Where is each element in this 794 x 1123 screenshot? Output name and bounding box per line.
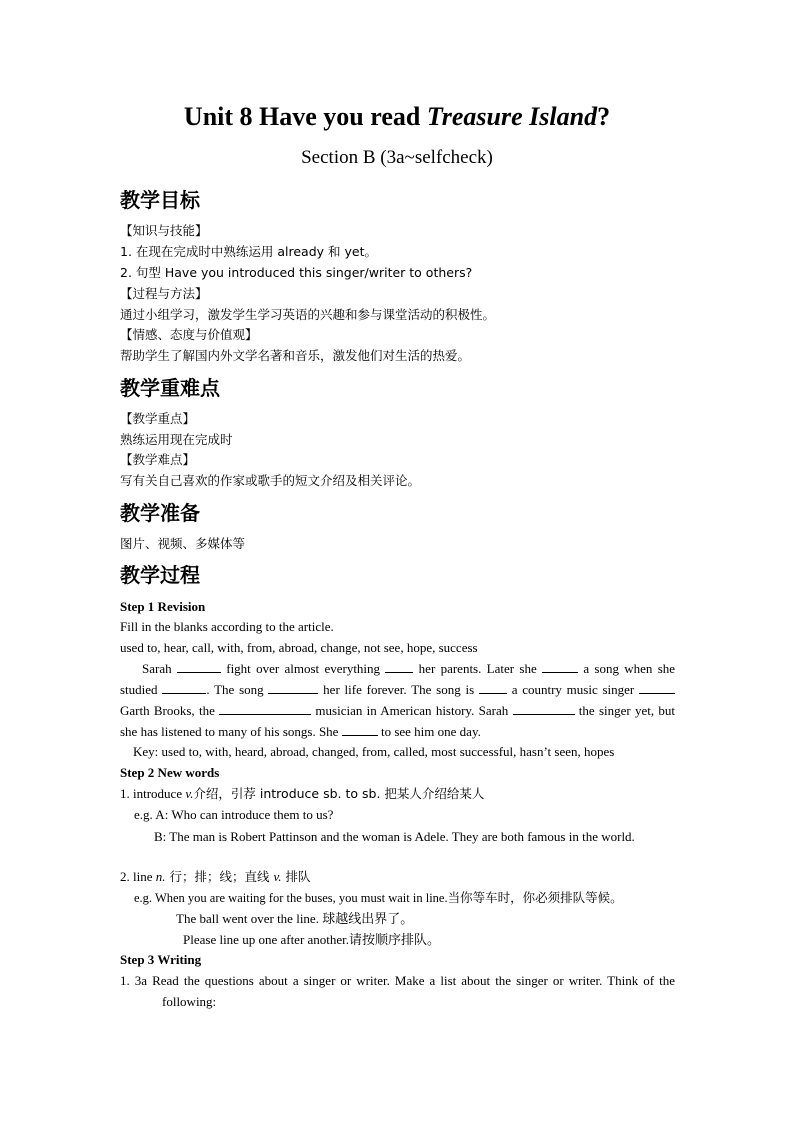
- step3-title: Step 3 Writing: [120, 952, 202, 967]
- line-example-2: The ball went over the line. 球越线出界了。: [176, 911, 414, 926]
- objectives-heading: 教学目标: [120, 188, 200, 212]
- passage-text: to see him one day.: [380, 724, 481, 739]
- passage-text: fight over almost everything: [226, 661, 381, 676]
- document-subtitle: Section B (3a~selfcheck): [301, 147, 493, 168]
- step1-passage: [120, 658, 675, 742]
- focus-text: 熟练运用现在完成时: [120, 432, 233, 447]
- part-of-speech: v.: [273, 869, 282, 884]
- title-book-name: Treasure Island: [426, 102, 598, 131]
- knowledge-label: 【知识与技能】: [120, 223, 208, 238]
- word-meaning: 介绍，引荐 introduce sb. to sb. 把某人介绍给某人: [193, 786, 485, 801]
- answer-blank[interactable]: [268, 681, 318, 694]
- passage-text: a song when she studied: [120, 661, 676, 697]
- step1-instruction: Fill in the blanks according to the article.: [120, 619, 334, 634]
- document-title: [0, 101, 794, 133]
- difficulty-text: 写有关自己喜欢的作家或歌手的短文介绍及相关评论。: [120, 473, 421, 488]
- emotion-text: 帮助学生了解国内外文学名著和音乐，激发他们对生活的热爱。: [120, 348, 471, 363]
- passage-text: her parents. Later she: [418, 661, 537, 676]
- answer-blank[interactable]: [639, 681, 675, 694]
- introduce-example-a: e.g. A: Who can introduce them to us?: [134, 807, 334, 822]
- word-introduce: [120, 785, 484, 803]
- difficulty-label: 【教学难点】: [120, 452, 196, 467]
- step1-key: Key: used to, with, heard, abroad, changed, from, called, most successful, hasn’t seen, hopes: [133, 744, 615, 759]
- title-prefix: Unit 8 Have you read: [183, 102, 427, 131]
- emotion-label: 【情感、态度与价值观】: [120, 327, 258, 342]
- knowledge-item-2: 2. 句型 Have you introduced this singer/writer to others?: [120, 265, 473, 280]
- word-text: 1. introduce: [120, 786, 186, 801]
- line-example-3: Please line up one after another.请按顺序排队。: [183, 932, 441, 947]
- preparation-text: 图片、视频、多媒体等: [120, 536, 246, 551]
- answer-blank[interactable]: [479, 681, 507, 694]
- answer-blank[interactable]: [177, 660, 221, 673]
- passage-text: her life forever. The song is: [323, 682, 475, 697]
- answer-blank[interactable]: [219, 702, 311, 715]
- passage-text: . The song: [206, 682, 264, 697]
- part-of-speech: n.: [155, 869, 166, 884]
- process-heading: 教学过程: [120, 563, 200, 587]
- title-suffix: ?: [597, 102, 611, 131]
- answer-blank[interactable]: [342, 723, 378, 736]
- passage-text: Sarah: [142, 661, 172, 676]
- passage-text: the singer yet, but she has listened to many of his songs. She: [120, 703, 676, 739]
- answer-blank[interactable]: [162, 681, 206, 694]
- passage-text: musician in American history. Sarah: [315, 703, 509, 718]
- process-method-text: 通过小组学习，激发学生学习英语的兴趣和参与课堂活动的积极性。: [120, 307, 496, 322]
- line-example-1: e.g. When you are waiting for the buses, you must wait in line.当你等车时，你必须排队等候。: [134, 891, 623, 905]
- answer-blank[interactable]: [513, 702, 575, 715]
- step2-title: Step 2 New words: [120, 765, 220, 780]
- passage-text: a country music singer: [511, 682, 635, 697]
- word-line: [120, 868, 311, 886]
- answer-blank[interactable]: [385, 660, 413, 673]
- knowledge-item-1: 1. 在现在完成时中熟练运用 already 和 yet。: [120, 244, 377, 259]
- step1-word-bank: used to, hear, call, with, from, abroad, change, not see, hope, success: [120, 640, 478, 655]
- focus-label: 【教学重点】: [120, 411, 196, 426]
- word-meaning: 行；排；线；直线: [165, 869, 274, 884]
- preparation-heading: 教学准备: [120, 501, 200, 525]
- word-text: 2. line: [120, 869, 156, 884]
- part-of-speech: v.: [185, 786, 194, 801]
- step3-item: 1. 3a Read the questions about a singer or writer. Make a list about the singer or writer. Think of the following:: [120, 973, 675, 1009]
- word-meaning: 排队: [281, 869, 311, 884]
- introduce-example-b: B: The man is Robert Pattinson and the woman is Adele. They are both famous in the world.: [154, 829, 635, 844]
- key-points-heading: 教学重难点: [120, 376, 220, 400]
- process-method-label: 【过程与方法】: [120, 286, 208, 301]
- passage-text: Garth Brooks, the: [120, 703, 215, 718]
- step1-title: Step 1 Revision: [120, 599, 206, 614]
- answer-blank[interactable]: [542, 660, 578, 673]
